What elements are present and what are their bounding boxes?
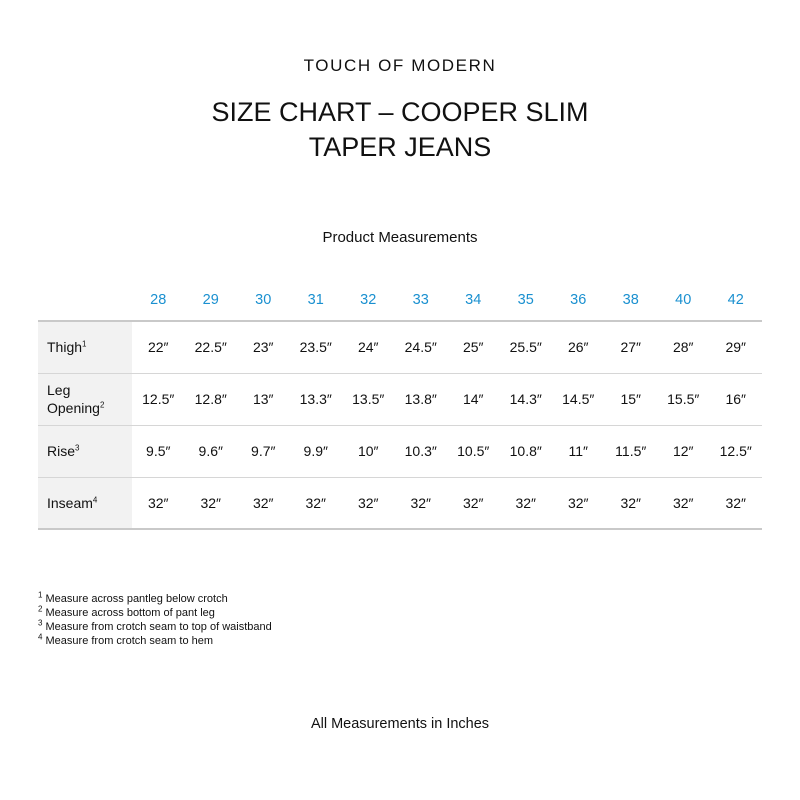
title-line-2: TAPER JEANS [308,132,492,162]
size-header-35: 35 [500,280,553,321]
footnote-text: Measure across pantleg below crotch [45,593,228,605]
measurement-cell: 25.5″ [500,321,553,373]
size-header-28: 28 [132,280,185,321]
footnote-marker: 2 [99,400,105,410]
size-header-row [38,280,762,321]
footnote-text: Measure across bottom of pant leg [45,607,215,619]
row-label-text: Thigh [47,339,83,356]
row-label [38,425,132,477]
table-row [38,477,762,529]
measurement-cell: 23″ [237,321,290,373]
measurement-cell: 12.8″ [185,373,238,425]
size-header-34: 34 [447,280,500,321]
measurement-cell: 14″ [447,373,500,425]
size-header-31: 31 [290,280,343,321]
size-header-33: 33 [395,280,448,321]
measurement-cell: 9.6″ [185,425,238,477]
footnote [38,606,272,620]
measurement-cell: 23.5″ [290,321,343,373]
size-header-36: 36 [552,280,605,321]
footnote-number: 3 [38,618,43,628]
measurement-cell: 13.5″ [342,373,395,425]
row-label [38,321,132,373]
measurement-cell: 28″ [657,321,710,373]
measurement-cell: 22″ [132,321,185,373]
size-header-30: 30 [237,280,290,321]
measurement-cell: 24″ [342,321,395,373]
row-label-text-2: Opening [47,400,100,416]
measurement-cell: 32″ [552,477,605,529]
table-row [38,425,762,477]
size-header-29: 29 [185,280,238,321]
measurement-cell: 32″ [500,477,553,529]
measurement-cell: 14.3″ [500,373,553,425]
measurement-cell: 9.7″ [237,425,290,477]
measurement-cell: 14.5″ [552,373,605,425]
footnote-marker: 3 [75,443,80,453]
measurement-cell: 10.3″ [395,425,448,477]
measurement-cell: 24.5″ [395,321,448,373]
measurement-cell: 26″ [552,321,605,373]
measurement-cell: 32″ [290,477,343,529]
header-spacer [38,280,132,321]
section-subtitle: Product Measurements [322,229,478,246]
brand-logo: TOUCH OF MODERN [303,56,497,75]
measurement-cell: 15.5″ [657,373,710,425]
measurement-cell: 9.5″ [132,425,185,477]
title-line-1: SIZE CHART – COOPER SLIM [211,97,589,127]
measurement-cell: 32″ [657,477,710,529]
measurement-cell: 13.8″ [395,373,448,425]
measurement-cell: 22.5″ [185,321,238,373]
measurement-cell: 32″ [132,477,185,529]
measurement-cell: 32″ [237,477,290,529]
measurement-cell: 12.5″ [710,425,763,477]
measurement-cell: 32″ [185,477,238,529]
size-chart-table [38,280,762,530]
size-header-42: 42 [710,280,763,321]
measurement-cell: 32″ [342,477,395,529]
measurement-cell: 10″ [342,425,395,477]
measurement-cell: 16″ [710,373,763,425]
measurement-cell: 11″ [552,425,605,477]
row-label-text: Leg [47,382,71,398]
measurement-cell: 32″ [605,477,658,529]
measurement-cell: 29″ [710,321,763,373]
row-label-text: Inseam [47,494,93,511]
size-header-32: 32 [342,280,395,321]
row-label [38,373,132,425]
measurement-cell: 27″ [605,321,658,373]
footnote-marker: 1 [82,339,87,349]
measurement-units-note: All Measurements in Inches [310,716,490,732]
footnote-number: 1 [38,590,43,600]
footnote-number: 4 [38,632,43,642]
measurement-cell: 11.5″ [605,425,658,477]
table-row [38,321,762,373]
size-header-38: 38 [605,280,658,321]
size-header-40: 40 [657,280,710,321]
footnotes [38,592,272,648]
measurement-cell: 13.3″ [290,373,343,425]
footnote [38,620,272,634]
measurement-cell: 32″ [447,477,500,529]
footnote [38,634,272,648]
measurement-cell: 9.9″ [290,425,343,477]
footnote-marker: 4 [92,495,98,505]
measurement-cell: 10.8″ [500,425,553,477]
measurement-cell: 12″ [657,425,710,477]
row-label [38,477,132,529]
footnote-text: Measure from crotch seam to hem [45,635,214,647]
measurement-cell: 32″ [395,477,448,529]
measurement-cell: 10.5″ [447,425,500,477]
table-row [38,373,762,425]
measurement-cell: 15″ [605,373,658,425]
page-title [0,95,800,165]
measurement-cell: 32″ [710,477,763,529]
measurement-cell: 25″ [447,321,500,373]
footnote-number: 2 [38,604,43,614]
measurement-cell: 13″ [237,373,290,425]
footnote [38,592,272,606]
footnote-text: Measure from crotch seam to top of waistband [45,621,272,633]
size-table-body [38,321,762,529]
row-label-text: Rise [47,443,76,459]
measurement-cell: 12.5″ [132,373,185,425]
